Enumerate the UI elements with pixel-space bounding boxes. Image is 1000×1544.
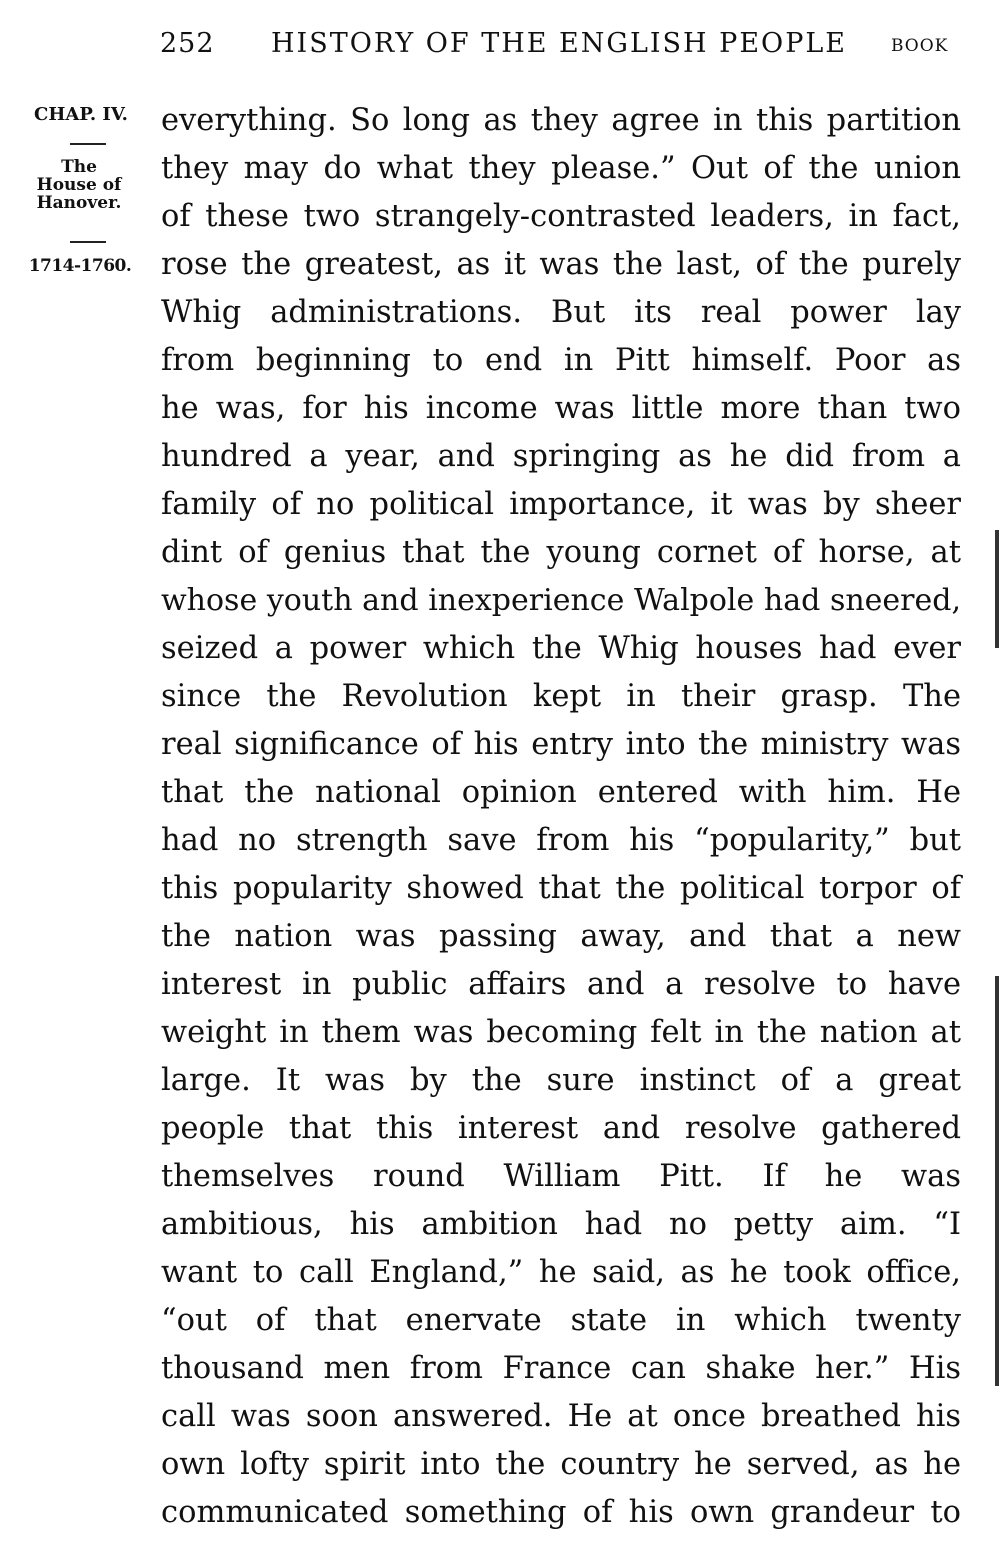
text-line: “out of that enervate state in which twenty xyxy=(161,1303,961,1338)
text-line: had no strength save from his “popularity,” but xyxy=(161,823,961,858)
text-line: dint of genius that the young cornet of horse, at xyxy=(161,535,961,570)
text-line: they may do what they please.” Out of the union xyxy=(161,151,961,186)
text-line: the nation was passing away, and that a new xyxy=(161,919,961,954)
text-line: family of no political importance, it was by sheer xyxy=(161,487,961,522)
text-line: whose youth and inexperience Walpole had sneered, xyxy=(161,583,961,618)
body-text xyxy=(161,97,961,1537)
text-line: everything. So long as they agree in this partition xyxy=(161,103,961,138)
text-line: weight in them was becoming felt in the nation at xyxy=(161,1015,961,1050)
text-line: communicated something of his own grandeur to xyxy=(161,1495,961,1530)
text-line: of these two strangely-contrasted leaders, in fact, xyxy=(161,199,961,234)
text-line: rose the greatest, as it was the last, of the purely xyxy=(161,247,961,282)
text-line: thousand men from France can shake her.” His xyxy=(161,1351,961,1386)
running-head xyxy=(0,24,1000,68)
scan-edge-mark xyxy=(995,976,999,1386)
text-line: people that this interest and resolve gathered xyxy=(161,1111,961,1146)
text-line: Whig administrations. But its real power lay xyxy=(161,295,961,330)
book-label: BOOK xyxy=(891,36,949,56)
text-line: that the national opinion entered with him. He xyxy=(161,775,961,810)
sidenote-topic-line: House of xyxy=(36,175,122,195)
sidenote-topic-line: The xyxy=(61,157,97,177)
text-line: ambitious, his ambition had no petty aim. “I xyxy=(161,1207,961,1242)
text-line: themselves round William Pitt. If he was xyxy=(161,1159,961,1194)
text-line: seized a power which the Whig houses had ever xyxy=(161,631,961,666)
text-line: call was soon answered. He at once breathed his xyxy=(161,1399,961,1434)
text-line: hundred a year, and springing as he did from a xyxy=(161,439,961,474)
text-line: from beginning to end in Pitt himself. Poor as xyxy=(161,343,961,378)
text-line: this popularity showed that the political torpor of xyxy=(161,871,961,906)
sidenote-dates: 1714-1760. xyxy=(28,256,132,276)
chapter-label: CHAP. IV. xyxy=(34,104,128,125)
text-line: interest in public affairs and a resolve to have xyxy=(161,967,961,1002)
text-line: want to call England,” he said, as he took office, xyxy=(161,1255,961,1290)
text-line: since the Revolution kept in their grasp. The xyxy=(161,679,961,714)
text-line: real significance of his entry into the ministry was xyxy=(161,727,961,762)
sidenote-divider xyxy=(70,241,106,243)
text-line: large. It was by the sure instinct of a great xyxy=(161,1063,961,1098)
sidenote-topic-line: Hanover. xyxy=(36,193,122,213)
sidenote-divider xyxy=(70,143,106,145)
text-line: he was, for his income was little more than two xyxy=(161,391,961,426)
running-title: HISTORY OF THE ENGLISH PEOPLE xyxy=(271,28,847,59)
page-number: 252 xyxy=(160,28,215,59)
sidenote-topic xyxy=(20,158,138,212)
scan-edge-mark xyxy=(995,530,999,648)
text-line: own lofty spirit into the country he served, as he xyxy=(161,1447,961,1482)
